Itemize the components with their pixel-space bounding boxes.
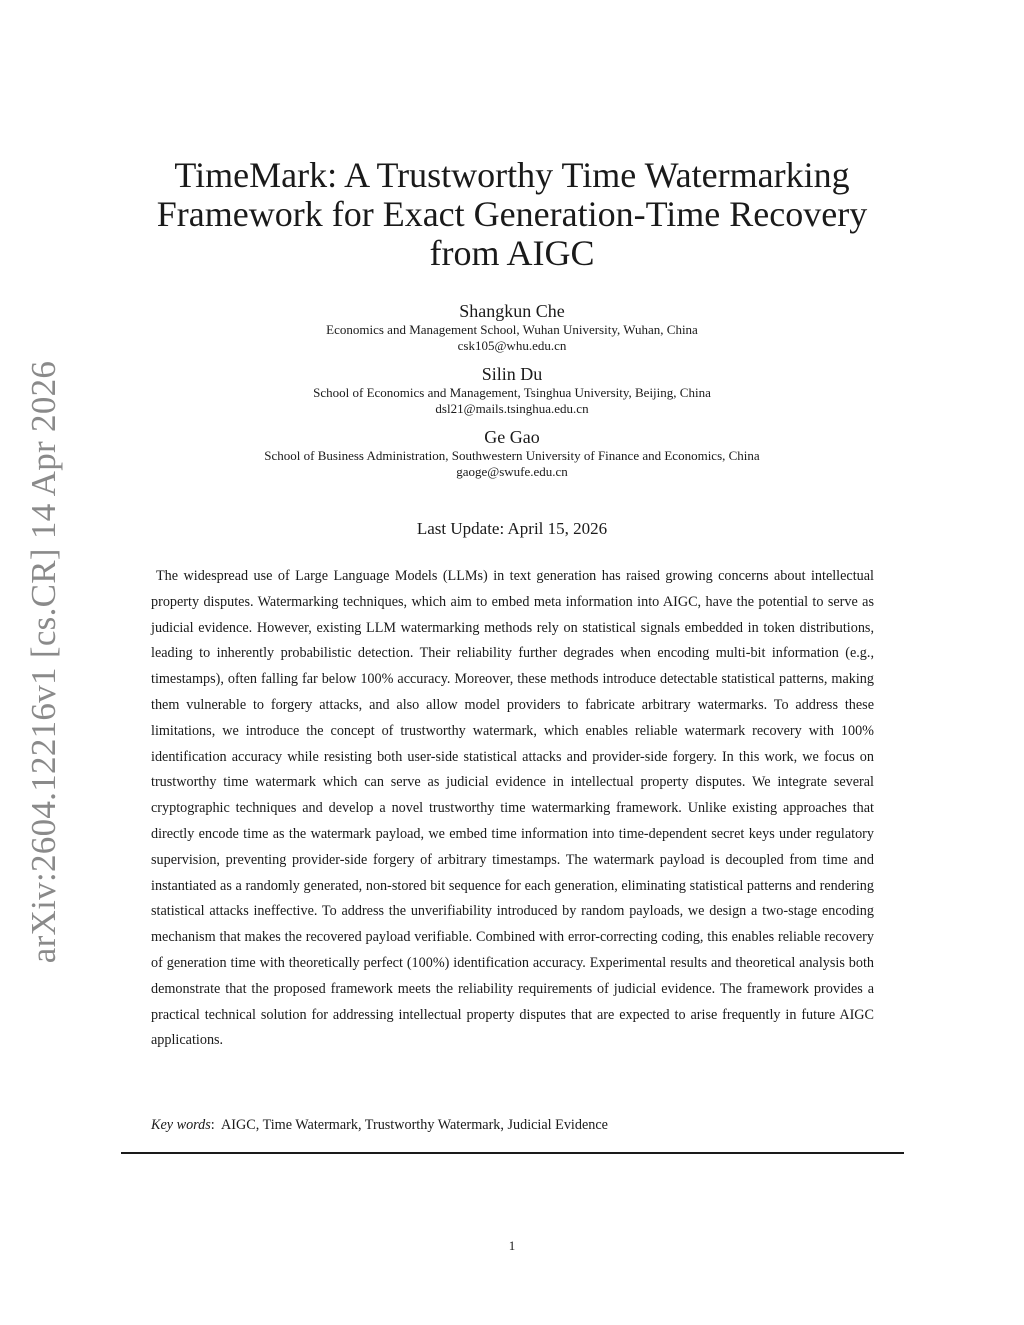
keywords-line: Key words: AIGC, Time Watermark, Trustworthy Watermark, Judicial Evidence xyxy=(151,1117,608,1133)
author-name: Shangkun Che xyxy=(459,301,565,321)
horizontal-rule xyxy=(121,1152,904,1154)
author-entry xyxy=(140,300,884,354)
abstract-text: The widespread use of Large Language Models (LLMs) in text generation has raised growing concerns about intellectual property disputes. Watermarking techniques, which aim to embed meta information into AIGC, have the potential to serve as judicial evidence. However, existing LLM watermarking methods rely on statistical signals embedded in token distributions, leading to inherently probabilistic detection. Their reliability further degrades when encoding multi-bit information (e.g., timestamps), often falling far below 100% accuracy. Moreover, these methods introduce detectable statistical patterns, making them vulnerable to forgery attacks, and also allow model providers to fabricate arbitrary watermarks. To address these limitations, we introduce the concept of trustworthy watermark, which enables reliable watermark recovery with 100% identification accuracy while resisting both user-side statistical attacks and provider-side forgery. In this work, we focus on trustworthy time watermark which can serve as judicial evidence in intellectual property disputes. We integrate several cryptographic techniques and develop a novel trustworthy time watermarking framework. Unlike existing approaches that directly encode time as the watermark payload, we embed time information into time-dependent secret keys under regulatory supervision, preventing provider-side forgery of arbitrary timestamps. The watermark payload is decoupled from time and instantiated as a randomly generated, non-stored bit sequence for each generation, eliminating statistical patterns and rendering statistical attacks ineffective. To address the unverifiability introduced by random payloads, we design a two-stage encoding mechanism that makes the recovered payload verifiable. Combined with error-correcting coding, this enables reliable recovery of generation time with theoretically perfect (100%) identification accuracy. Experimental results and theoretical analysis both demonstrate that the proposed framework meets the reliability requirements of judicial evidence. The framework provides a practical technical solution for addressing intellectual property disputes that are expected to arise frequently in future AIGC applications. xyxy=(151,568,874,1049)
author-entry xyxy=(140,363,884,417)
author-email: csk105@whu.edu.cn xyxy=(457,338,567,353)
author-email: dsl21@mails.tsinghua.edu.cn xyxy=(435,401,589,416)
author-entry xyxy=(140,426,884,480)
page-number: 1 xyxy=(508,1238,516,1253)
author-affiliation: School of Economics and Management, Tsinghua University, Beijing, China xyxy=(313,385,711,400)
author-affiliation: Economics and Management School, Wuhan University, Wuhan, China xyxy=(326,322,698,337)
keywords-text: AIGC, Time Watermark, Trustworthy Watermark, Judicial Evidence xyxy=(221,1117,608,1133)
paper-title: TimeMark: A Trustworthy Time Watermarking Framework for Exact Generation-Time Recovery from AIGC xyxy=(156,155,868,273)
last-update-date: Last Update: April 15, 2026 xyxy=(416,519,608,538)
author-name: Silin Du xyxy=(481,364,543,384)
author-name: Ge Gao xyxy=(484,427,540,447)
keywords-label: Key words xyxy=(151,1117,211,1133)
arxiv-identifier: arXiv:2604.12216v1 [cs.CR] 14 Apr 2026 xyxy=(24,360,63,964)
author-block xyxy=(140,300,884,489)
author-affiliation: School of Business Administration, Southwestern University of Finance and Economics, China xyxy=(264,448,760,463)
author-email: gaoge@swufe.edu.cn xyxy=(456,464,568,479)
